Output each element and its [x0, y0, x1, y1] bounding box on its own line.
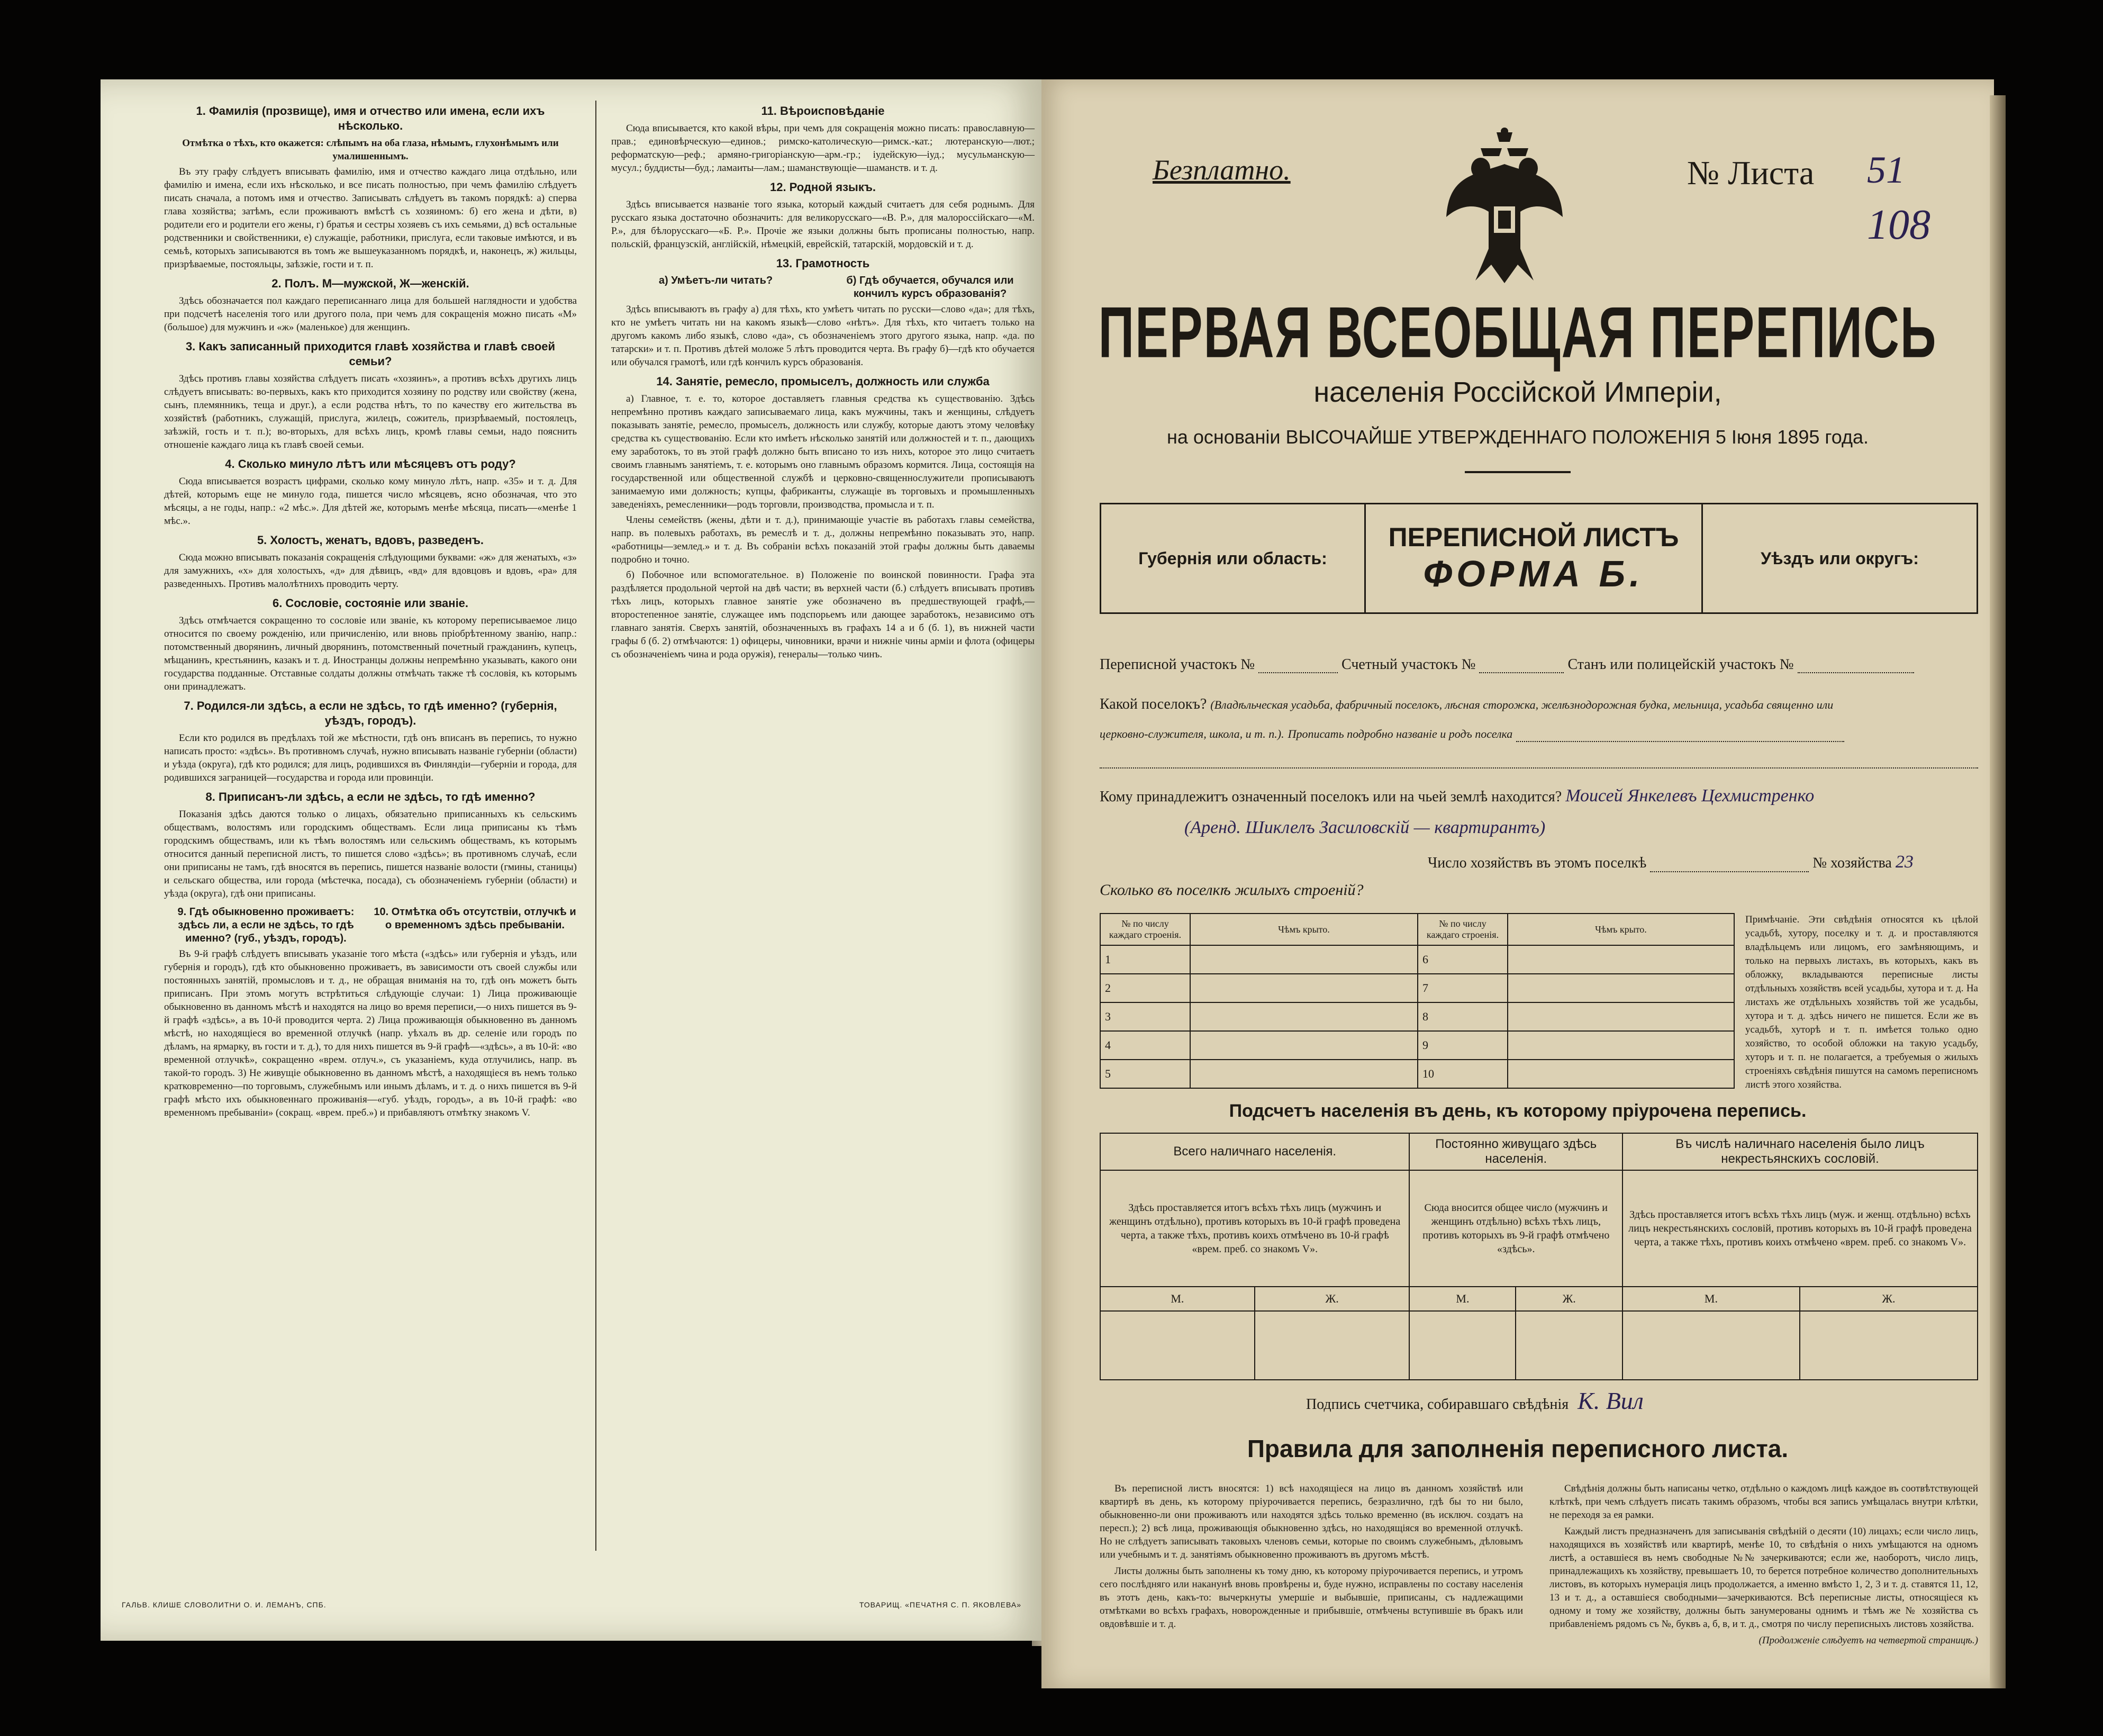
census-district-label: Переписной участокъ №: [1100, 656, 1255, 673]
section-text: Здѣсь вписываютъ въ графу а) для тѣхъ, кто умѣетъ читать по русски—слово «да»; для тѣхъ, кто не умѣетъ читать ни на какомъ языкѣ—слово «нѣтъ». Для тѣхъ, кто читаетъ только на другомъ какомъ либо языкѣ, слово «да», съ обозначеніемъ этого другого языка, напр. «да. по татарски» и т. п. Противъ дѣтей моложе 5 лѣтъ проводится черта. Въ графу б)—гдѣ кто обучается или обучался грамотѣ, или гдѣ кончилъ курсъ образованія.: [611, 304, 1035, 368]
district-label: Уѣздъ или округъ:: [1701, 504, 1977, 612]
section-13: [611, 256, 1035, 369]
section-title: 11. Вѣроисповѣданіе: [761, 104, 885, 117]
table-cell[interactable]: [1508, 945, 1734, 974]
table-cell[interactable]: [1190, 1060, 1418, 1088]
population-count-table: [1100, 1133, 1978, 1380]
rules-paragraph: Листы должны быть заполнены къ тому дню, къ которому пріурочивается перепись, и утромъ сего послѣдняго или наканунѣ вновь провѣрены и, буде нужно, исправлены по составу населенія въ этотъ день, какъ-то: вычеркнуты умершіе и выбывшіе, приписаны, съ надлежащими отмѣтками во всѣхъ графахъ, новорожденные и прибывшіе, отмѣчены вступившіе въ бракъ или овдовѣвшіе и т. д.: [1100, 1566, 1523, 1630]
table-header: № по числу каждаго строенія.: [1418, 914, 1508, 945]
province-label: Губернія или область:: [1101, 504, 1366, 612]
section-11: [611, 104, 1035, 175]
section-10-title: 10. Отмѣтка объ отсутствіи, отлучкѣ и о временномъ здѣсь пребываніи.: [374, 906, 576, 931]
section-9-10-headers: [164, 906, 577, 947]
table-row: [1100, 1287, 1978, 1311]
table-cell[interactable]: [1508, 1002, 1734, 1031]
owner-row-2: [1100, 818, 1978, 838]
table-cell: 6: [1418, 945, 1508, 974]
dwellings-label: Сколько въ поселкѣ жилыхъ строеній?: [1100, 881, 1364, 899]
female-column-label: Ж.: [1516, 1287, 1622, 1311]
dwellings-row: [1100, 881, 1978, 899]
settlement-hint-2: церковно-служителя, школа, и т. п.).: [1100, 727, 1284, 740]
table-cell: 1: [1100, 945, 1190, 974]
section-title: 4. Сколько минуло лѣтъ или мѣсяцевъ отъ роду?: [225, 457, 516, 471]
table-header: № по числу каждаго строенія.: [1100, 914, 1190, 945]
right-page-census-form: [1041, 79, 1994, 1688]
instructions-column-left: [164, 101, 577, 1125]
rules-title: Правила для заполненія переписного листа.: [1247, 1435, 1789, 1462]
section-title: 7. Родился-ли здѣсь, а если не здѣсь, то гдѣ именно? (губернія, уѣздъ, городъ).: [184, 699, 557, 727]
table-cell: 3: [1100, 1002, 1190, 1031]
section-text: а) Главное, т. е. то, которое доставляетъ главныя средства къ существованію. Здѣсь непремѣнно противъ каждаго записываемаго лица, какъ мужчины, такъ и женщины, слѣдуетъ показывать занятіе, ремесло, промыселъ, должность или службу, которые даютъ этому человѣку средства къ существованію. Если кто имѣетъ нѣсколько занятій или должностей и т. п., дающихъ ему заработокъ, то въ этой графѣ должно быть вписано то изъ нихъ, которое это лицо считаетъ своимъ главнымъ занятіемъ, т. е. которымъ оно главнымъ образомъ кормится. Лица, состоящія на государственной или общественной службѣ и церковно-священнослужители прописываютъ занимаемую ими должность; купцы, фабриканты, служащіе въ торговыхъ и промышленныхъ заведеніяхъ, ремесленники—родъ торговли, производства, промысла и т. п.: [611, 393, 1035, 510]
census-district-field[interactable]: [1258, 657, 1338, 673]
table-row: [1100, 945, 1734, 974]
section-text: Здѣсь вписывается названіе того языка, который каждый считаетъ для себя роднымъ. Для русскаго языка достаточно обозначить: для великорусскаго—«В. Р.», для малороссійскаго—«М. Р.», для бѣлорусскаго—«Б. Р.». Прочіе же языки должны быть прописаны полностью, напр. польскій, французскій, англійскій, нѣмецкій, еврейскій, татарскій, мордовскій и т. д.: [611, 199, 1035, 250]
section-title: 14. Занятіе, ремесло, промыселъ, должность или служба: [656, 375, 990, 388]
male-column-label: М.: [1409, 1287, 1516, 1311]
subtitle: населенія Россійской Имперіи,: [1313, 376, 1722, 408]
owner-label: Кому принадлежитъ означенный поселокъ или на чьей землѣ находится?: [1100, 789, 1562, 805]
household-no-value[interactable]: 23: [1895, 852, 1914, 872]
count-cell[interactable]: [1409, 1311, 1516, 1380]
household-no-label: № хозяйства: [1812, 855, 1892, 871]
sheet-number-handwritten: 51: [1867, 149, 1905, 191]
form-header-box: [1100, 503, 1978, 614]
table-row: [1100, 1060, 1734, 1088]
counting-district-field[interactable]: [1479, 657, 1564, 673]
section-text: Члены семействъ (жены, дѣти и т. д.), принимающіе участіе въ работахъ главы семейства, напр. въ полевыхъ работахъ, въ ремеслѣ и т. д., должны непремѣнно показывать это, напр. «работницы—землед.» и т. д. Въ собраніи всѣхъ показаній этой графы должны быть даваемы подробно и точно.: [611, 514, 1035, 565]
count-cell[interactable]: [1100, 1311, 1255, 1380]
sheet-number-label: № Листа: [1687, 154, 1815, 192]
signature-label: Подпись счетчика, собиравшаго свѣдѣнія: [1306, 1396, 1569, 1413]
instructions-column-right: [611, 101, 1035, 666]
male-column-label: М.: [1100, 1287, 1255, 1311]
buildings-table: [1100, 913, 1735, 1089]
rules-column-right: [1549, 1482, 1978, 1647]
table-row: [1100, 1031, 1734, 1060]
table-row: [1100, 1170, 1978, 1287]
section-14: [611, 374, 1035, 661]
section-title: 12. Родной языкъ.: [769, 180, 876, 194]
literacy-a: а) Умѣетъ-ли читать?: [658, 275, 773, 286]
table-cell: 7: [1418, 974, 1508, 1002]
left-page-instructions: [101, 79, 1043, 1641]
free-label: Безплатно.: [1153, 154, 1291, 186]
table-header-row: [1100, 1133, 1978, 1170]
table-cell[interactable]: [1190, 945, 1418, 974]
section-text: Сюда вписывается возрастъ цифрами, сколько кому минуло лѣтъ, напр. «35» и т. д. Для дѣтей, которымъ еще не минуло года, пишется число мѣсяцевъ, ясно обозначая, что это мѣсяцы, а не годы, напр.: «2 мѣс.». Для дѣтей же, которымъ менѣе мѣсяца, писать—«менѣе 1 мѣс.».: [164, 476, 577, 527]
section-1: [164, 104, 577, 271]
section-9-title: 9. Гдѣ обыкновенно проживаетъ: здѣсь ли, а если не здѣсь, то гдѣ именно? (губ., уѣздъ, городъ).: [177, 906, 355, 944]
form-title: ПЕРЕПИСНОЙ ЛИСТЪ: [1388, 522, 1679, 552]
sheet-number-corrected: 108: [1867, 202, 1930, 248]
section-5: [164, 533, 577, 591]
table-row: [1100, 974, 1734, 1002]
table-cell: 5: [1100, 1060, 1190, 1088]
literacy-subheaders: [611, 274, 1035, 303]
settlement-field[interactable]: [1516, 726, 1844, 742]
section-2: [164, 276, 577, 334]
table-row: [1100, 1311, 1978, 1380]
section-title: 5. Холостъ, женатъ, вдовъ, разведенъ.: [257, 534, 484, 547]
printer-credit-left: ГАЛЬВ. КЛИШЕ СЛОВОЛИТНИ О. И. ЛЕМАНЪ, СПБ.: [122, 1601, 327, 1609]
rules-continued-note: (Продолженіе слѣдуетъ на четвертой страницѣ.): [1758, 1635, 1978, 1646]
table-cell: 10: [1418, 1060, 1508, 1088]
section-4: [164, 457, 577, 528]
page-stack-edge: [1990, 95, 2006, 1688]
table-cell: 4: [1100, 1031, 1190, 1060]
section-8: [164, 790, 577, 900]
section-title: 8. Приписанъ-ли здѣсь, а если не здѣсь, то гдѣ именно?: [205, 790, 536, 803]
section-text: Здѣсь отмѣчается сокращенно то сословіе или званіе, къ которому переписываемое лицо относится по своему рожденію, или причисленію, или вновь пріобрѣтенному званію, напр.: потомственный дворянинъ, личный дворянинъ, потомственный почетный гражданинъ, купецъ, мѣщанинъ, крестьянинъ, казакъ и т. д. Иностранцы должны непремѣнно указывать, какого они государства подданные. Отставные солдаты должны отмѣчать также тѣ сословія, къ которымъ они принадлежатъ.: [164, 615, 577, 692]
buildings-note: Примѣчаніе. Эти свѣдѣнія относятся къ цѣлой усадьбѣ, хутору, поселку и т. д. и проставляются владѣльцемъ или лицомъ, его замѣняющимъ, и только на первыхъ листахъ, въ которыхъ, какъ въ обложку, вкладываются переписные листы отдѣльныхъ хозяйствъ всей усадьбы, хутора и т. д. На листахъ же отдѣльныхъ хозяйствъ той же усадьбы, хутора и т. д. здѣсь ничего не пишется. Если же въ усадьбѣ, хуторѣ и т. п. имѣется только одно хозяйство, то особой обложки на такую усадьбу, хуторъ и т. п. не полагается, а требуемыя о жилыхъ строеніяхъ свѣдѣнія пишутся на самомъ переписномъ листѣ этого хозяйства.: [1745, 914, 1978, 1090]
decree-line: на основаніи ВЫСОЧАЙШЕ УТВЕРЖДЕННАГО ПОЛОЖЕНІЯ 5 Іюня 1895 года.: [1166, 426, 1869, 448]
section-title: 3. Какъ записанный приходится главѣ хозяйства и главѣ своей семьи?: [185, 340, 556, 368]
households-row: [1100, 852, 1978, 872]
households-label: Число хозяйствъ въ этомъ поселкѣ: [1428, 855, 1647, 871]
population-count-title: Подсчетъ населенія въ день, къ которому пріурочена перепись.: [1229, 1101, 1807, 1121]
section-6: [164, 596, 577, 693]
female-column-label: Ж.: [1800, 1287, 1978, 1311]
section-text: б) Побочное или вспомогательное. в) Положеніе по воинской повинности. Графа эта раздѣляется продольной чертой на двѣ части; въ верхней части (б.) слѣдуетъ вписывать противъ тѣхъ лицъ, которыхъ главное занятіе уже обозначено въ предшествующей графѣ,—второстепенное занятіе, служащее имъ подспорьемъ или дающее заработокъ, независимо отъ главнаго занятія. Сверхъ занятій, обозначенныхъ въ графахъ 14 а и б (б. 1), въ нижней части графы б (б. 2) отмѣчаются: 1) офицеры, чиновники, врачи и нижніе чины арміи и флота (офицеры съ обозначеніемъ чина и рода оружія), генералы—только чинъ.: [611, 569, 1035, 660]
count-cell[interactable]: [1622, 1311, 1800, 1380]
section-9-10-text: [164, 947, 577, 1119]
count-cell[interactable]: [1800, 1311, 1978, 1380]
settlement-row-3: [1100, 752, 1978, 768]
section-7: [164, 699, 577, 784]
section-title: 13. Грамотность: [776, 257, 870, 270]
table-description: Здѣсь проставляется итогъ всѣхъ тѣхъ лицъ (мужчинъ и женщинъ отдѣльно), противъ которыхъ въ 10-й графѣ проведена черта, а также тѣхъ, противъ коихъ отмѣчено въ 10-й графѣ «врем. преб. со знакомъ V».: [1100, 1170, 1409, 1287]
printer-credit-right: ТОВАРИЩ. «ПЕЧАТНЯ С. П. ЯКОВЛЕВА»: [859, 1601, 1021, 1609]
rules-paragraph: Въ переписной листъ вносятся: 1) всѣ находящіеся на лицо въ данномъ хозяйствѣ или квартирѣ въ день, къ которому пріурочивается перепись, безразлично, гдѣ бы то ни было, обыкновенно-ли они проживаютъ или находятся здѣсь только временно (въ исключ. создатъ на пересп.); 2) всѣ лица, проживающія обыкновенно здѣсь, но находящіяся во временной отлучкѣ. Но не слѣдуетъ записывать таковыхъ членовъ семьи, которые по своимъ служебнымъ, дѣловымъ или учебнымъ и т. д. занятіямъ обыкновенно проживаютъ въ другомъ мѣстѣ.: [1100, 1483, 1523, 1560]
table-cell[interactable]: [1508, 1031, 1734, 1060]
table-header: Чѣмъ крыто.: [1190, 914, 1418, 945]
rules-paragraph: Каждый листъ предназначенъ для записыванія свѣдѣній о десяти (10) лицахъ; если число лицъ, находящихся въ хозяйствѣ или квартирѣ, менѣе 10, то свѣдѣнія о нихъ умѣщаются на одномъ листѣ, а оставшіеся въ немъ свободные №№ зачеркиваются; если же, наоборотъ, число лицъ, принадлежащихъ къ хозяйству, превышаетъ 10, то берется потребное количество дополнительныхъ листовъ, въ которыхъ нумерація лицъ продолжается, а именно вмѣсто 1, 2, 3 и т. д. ставятся 11, 12, 13 и т. д., а оставшіеся свободными—зачеркиваются. Всѣ переписные листы, относящіеся къ одному и тому же хозяйству, должны быть занумерованы однимъ и тѣмъ же № хозяйства съ прибавленіемъ рядомъ съ №, буквъ а, б, в, и т. д., смотря по числу переписныхъ листовъ хозяйства.: [1549, 1526, 1978, 1630]
owner-value-2[interactable]: (Аренд. Шиклелъ Засиловскій — квартирантъ): [1184, 818, 1546, 837]
table-cell[interactable]: [1190, 974, 1418, 1002]
section-12: [611, 180, 1035, 251]
count-cell[interactable]: [1255, 1311, 1410, 1380]
settlement-hint-3: Прописать подробно названіе и родъ поселка: [1288, 727, 1513, 740]
table-header: Въ числѣ наличнаго населенія было лицъ некрестьянскихъ сословій.: [1622, 1133, 1978, 1170]
table-cell[interactable]: [1190, 1031, 1418, 1060]
settlement-field-continued[interactable]: [1100, 753, 1978, 768]
column-divider: [595, 101, 596, 1551]
section-note: Отмѣтка о тѣхъ, кто окажется: слѣпымъ на оба глаза, нѣмымъ, глухонѣмымъ или умалишеннымъ.: [182, 138, 559, 162]
table-header: Постоянно живущаго здѣсь населенія.: [1409, 1133, 1622, 1170]
section-text: Въ 9-й графѣ слѣдуетъ вписывать указаніе того мѣста («здѣсь» или губернія и уѣздъ, или губернія и городъ), гдѣ кто обыкновенно проживаетъ, въ зависимости отъ своей службы или постоянныхъ занятій, промысловъ и т. д., не обращая вниманія на то, гдѣ онъ можетъ быть приписанъ. При этомъ могутъ встрѣтиться слѣдующіе случаи: 1) Лица проживающіе обыкновенно въ данномъ мѣстѣ и находятся на лицо во время переписи,—о нихъ пишется въ 9-й графѣ «здѣсь», а въ 10-й проводится черта. 2) Лица проживающія обыкновенно въ данномъ мѣстѣ, но находящіеся во временной отлучкѣ (напр. уѣхалъ въ др. селеніе или городъ по дѣламъ, на ярмарку, въ гости и т. д.), то для нихъ пишется въ 9-й графѣ—«здѣсь», а въ 10-й: «во временной отлучкѣ», сокращенно «врем. отлуч.», съ указаніемъ, куда отлучились, напр. въ такой-то городъ. 3) Не живущіе обыкновенно въ данномъ мѣстѣ, а находящіеся въ немъ только кратковременно—по торговымъ, служебнымъ или инымъ дѣламъ, и т. д. о нихъ пишется въ 9-й графѣ мѣсто ихъ обыкновеннаго проживанія—«губ. уѣздъ, городъ», а въ 10-й графѣ: «во временномъ пребываніи» (сокращ. «врем. преб.») и прибавляютъ отмѣтку знакомъ V.: [164, 948, 577, 1118]
settlement-hint: (Владѣльческая усадьба, фабричный поселокъ, лѣсная сторожка, желѣзнодорожная будка, мельница, усадьба священно или: [1210, 698, 1834, 711]
title-divider: [1465, 471, 1571, 473]
literacy-b: б) Гдѣ обучается, обучался или кончилъ курсъ образованія?: [846, 275, 1014, 300]
owner-row: [1100, 786, 1978, 806]
table-description: Здѣсь проставляется итогъ всѣхъ тѣхъ лицъ (муж. и женщ. отдѣльно) всѣхъ лицъ некрестьянскихъ сословій, противъ которыхъ въ 10-й графѣ проведена черта, а также тѣхъ, противъ коихъ отмѣчено «врем. преб. со знакомъ V».: [1622, 1170, 1978, 1287]
main-title: ПЕРВАЯ ВСЕОБЩАЯ ПЕРЕПИСЬ: [1098, 292, 1937, 373]
count-cell[interactable]: [1516, 1311, 1622, 1380]
settlement-row: [1100, 696, 1978, 713]
table-cell[interactable]: [1508, 1060, 1734, 1088]
table-header: Всего наличнаго населенія.: [1100, 1133, 1409, 1170]
double-headed-eagle-icon: [1444, 127, 1565, 286]
section-text: Въ эту графу слѣдуетъ вписывать фамилію, имя и отчество каждаго лица отдѣльно, или фамилію и имена, если ихъ нѣсколько, и все писать полностью, при чемъ фамилію слѣдуетъ писать сначала, а потомъ имя и отчество. Записывать слѣдуетъ въ такомъ порядкѣ: а) сперва глава хозяйства; затѣмъ, если проживаютъ вмѣстѣ съ хозяиномъ: б) его жена и дѣти, в) родители его и родители его жены, г) братья и сестры хозяевъ съ ихъ семьями, д) всѣ остальные родственники и свойственники, е) служащіе, работники, прислуга, если таковые имѣются, и въ семьѣ, которыхъ записываются въ томъ же вышеуказанномъ порядкѣ, и, наконецъ, ж) жильцы, призрѣваемые, постояльцы, заѣзжіе, гости и т. п.: [164, 166, 577, 270]
table-cell[interactable]: [1190, 1002, 1418, 1031]
signature-row: [1306, 1387, 1644, 1415]
form-letter: ФОРМА Б.: [1423, 553, 1644, 594]
table-row: [1100, 1002, 1734, 1031]
section-title: 6. Сословіе, состояніе или званіе.: [272, 596, 469, 610]
male-column-label: М.: [1622, 1287, 1800, 1311]
settlement-label: Какой поселокъ?: [1100, 696, 1207, 712]
table-cell: 8: [1418, 1002, 1508, 1031]
counting-district-label: Счетный участокъ №: [1341, 656, 1476, 673]
police-district-field[interactable]: [1798, 657, 1914, 673]
section-text: Показанія здѣсь даются только о лицахъ, обязательно приписанныхъ къ сельскимъ обществамъ, волостямъ или городскимъ обществамъ. Если лица приписаны къ тѣмъ городскимъ обществамъ, или къ тѣмъ волостямъ или сельскимъ обществамъ, къ которымъ относится данный переписной листъ, то пишется слово «здѣсь»; въ противномъ случаѣ, если они приписаны не тамъ, гдѣ вносятся въ перепись, пишется названіе волости (гмины, станицы) и сельскаго общества, или города (мѣстечка, посада), съ обозначеніемъ губерніи (области) и уѣзда (округа), гдѣ они приписаны.: [164, 809, 577, 899]
table-description: Сюда вносится общее число (мужчинъ и женщинъ отдѣльно) всѣхъ тѣхъ лицъ, противъ которыхъ въ 9-й графѣ отмѣчено «здѣсь».: [1409, 1170, 1622, 1287]
table-cell: 9: [1418, 1031, 1508, 1060]
section-title: 2. Полъ. М—мужской, Ж—женскій.: [271, 277, 469, 290]
settlement-row-2: [1100, 725, 1978, 742]
table-header-row: [1100, 914, 1734, 945]
section-title: 1. Фамилія (прозвище), имя и отчество или имена, если ихъ нѣсколько.: [196, 104, 545, 132]
section-text: Сюда вписывается, кто какой вѣры, при чемъ для сокращенія можно писать: православную—прав.; единовѣрческую—единов.; римско-католическую—римск.-кат.; лютеранскую—лют.; реформатскую—реф.; армяно-григоріанскую—арм.-гр.; іудейскую—іуд.; мусульманскую—мусул.; буддисты—буд.; ламаиты—лам.; шаманствующіе—шаманств. и т. д.: [611, 123, 1035, 174]
district-fields-row: [1100, 656, 1978, 673]
section-text: Здѣсь противъ главы хозяйства слѣдуетъ писать «хозяинъ», а противъ всѣхъ другихъ лицъ слѣдуетъ вписывать: во-первыхъ, какъ кто приходится хозяину по родству или свойству (жена, сынъ, племянникъ, теща и друг.), а если родства нѣтъ, то по качеству его жительства въ хозяйствѣ (работникъ, служащій, прислуга, жилецъ, сожитель, призрѣваемый, постоялецъ, заѣзжій, гость и т. п.); во-вторыхъ, для всѣхъ лицъ, кромѣ главы семьи, надо пояснить отношеніе каждаго лица къ главѣ своей семьи.: [164, 373, 577, 450]
rules-paragraph: Свѣдѣнія должны быть написаны четко, отдѣльно о каждомъ лицѣ каждое въ соотвѣтствующей клѣткѣ, при чемъ слѣдуетъ писать такимъ образомъ, чтобы вся запись умѣщалась внутри клѣтки, не переходя за ея рамки.: [1549, 1483, 1978, 1521]
police-district-label: Станъ или полицейскій участокъ №: [1567, 656, 1794, 673]
rules-column-left: [1100, 1482, 1523, 1634]
section-text: Сюда можно вписывать показанія сокращенія слѣдующими буквами: «ж» для женатыхъ, «з» для замужнихъ, «х» для холостыхъ, «д» для дѣвицъ, «вд» для вдовцовъ и вдовъ, «ра» для разведенныхъ. Противъ малолѣтнихъ проводить черту.: [164, 552, 577, 590]
section-text: Здѣсь обозначается пол каждаго переписаннаго лица для большей наглядности и удобства при подсчетѣ населенія того или другого пола, при чемъ для сокращенія можно писать «М» (большое) для мужчинъ и «ж» (маленькое) для женщинъ.: [164, 295, 577, 333]
owner-value[interactable]: Моисей Янкелевъ Цехмистренко: [1565, 786, 1815, 806]
table-cell: 2: [1100, 974, 1190, 1002]
form-title-block: [1366, 504, 1701, 612]
female-column-label: Ж.: [1255, 1287, 1410, 1311]
section-3: [164, 339, 577, 451]
table-header: Чѣмъ крыто.: [1508, 914, 1734, 945]
households-field[interactable]: [1650, 856, 1809, 872]
table-cell[interactable]: [1508, 974, 1734, 1002]
section-text: Если кто родился въ предѣлахъ той же мѣстности, гдѣ онъ вписанъ въ перепись, то нужно написать просто: «здѣсь». Въ противномъ случаѣ, нужно вписывать названіе губерніи (области) и уѣзда (округа), гдѣ кто родился; для лицъ, родившихся въ Финляндіи—губерніи и города, для родившихся заграницей—государства и города или провинціи.: [164, 733, 577, 783]
enumerator-signature[interactable]: К. Вил: [1578, 1387, 1644, 1414]
